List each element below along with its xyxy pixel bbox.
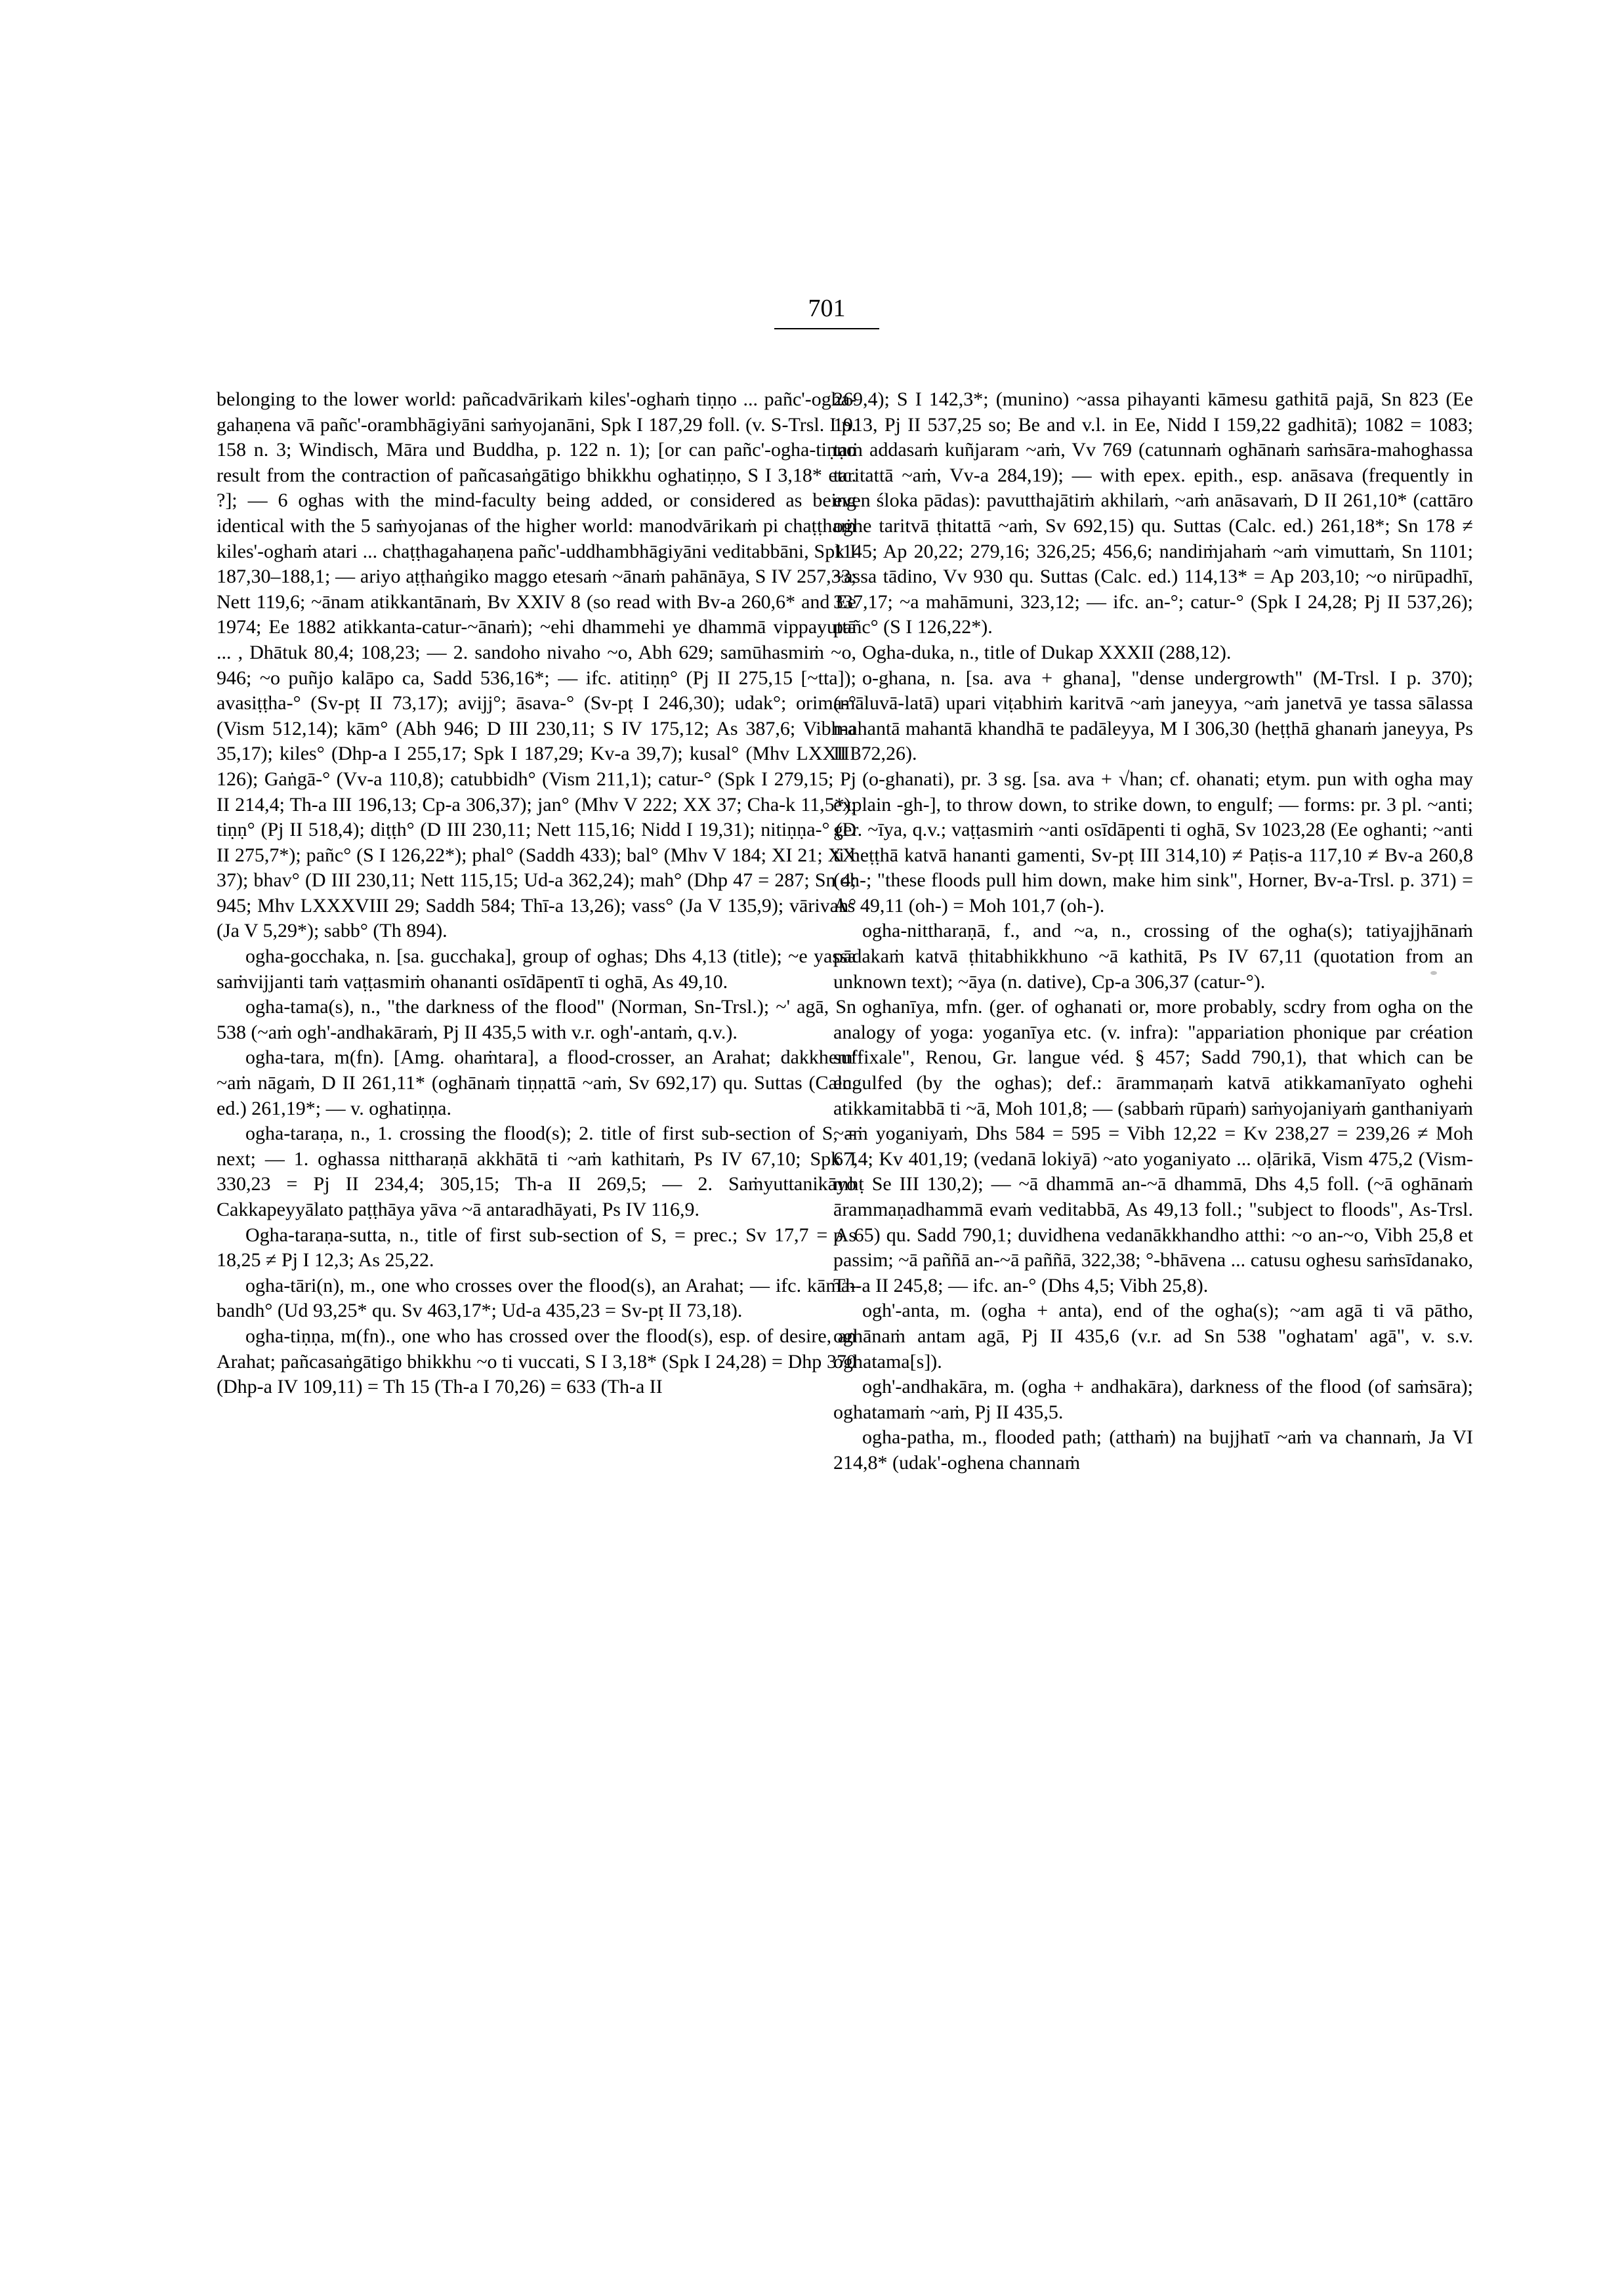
- page-number: 701: [808, 295, 846, 322]
- page-number-rule: [774, 328, 879, 329]
- entry-oghaniya: oghanīya, mfn. (ger. of oghanati or, more probably, scdry from ogha on the analogy of yoga: yoganīya etc. (v. infra): "appariation phonique par création suffixale", Renou, Gr. langue véd. § 457; Sadd 790,1), that which can be engulfed (by the oghas); def.: ārammaṇaṁ katvā atikkamanīyato oghehi atikkamitabbā ti ~ā, Moh 101,8; — (sabbaṁ rūpaṁ) saṁyojaniyaṁ ganthaniyaṁ ~aṁ yoganiyaṁ, Dhs 584 = 595 = Vibh 12,22 = Kv 238,27 = 239,26 ≠ Moh 67,4; Kv 401,19; (vedanā lokiyā) ~ato yoganiyato ... oḷārikā, Vism 475,2 (Vism-mhṭ Se III 130,2); — ~ā dhammā an-~ā dhammā, Dhs 4,5 foll. (~ā oghānaṁ ārammaṇadhammā evaṁ veditabbā, As 49,13 foll.; "subject to floods", As-Trsl. p. 65) qu. Sadd 790,1; duvidhena vedanākkhandho atthi: ~o an-~o, Vibh 25,8 et passim; ~ā paññā an-~ā paññā, 322,38; °-bhāvena ... catusu oghesu saṁsīdanako, Th-a II 245,8; — ifc. an-° (Dhs 4,5; Vibh 25,8).: [833, 996, 1473, 1296]
- entry-o-ghana: o-ghana, n. [sa. ava + ghana], "dense undergrowth" (M-Trsl. I p. 370); (māluvā-latā) upari viṭabhiṁ karitvā ~aṁ janeyya, ~aṁ janetvā ye tassa sālassa mahantā mahantā khandhā te padāleyya, M I 306,30 (heṭṭhā ghanaṁ janeyya, Ps II 372,26).: [833, 667, 1473, 765]
- entry-ogha-tinna: ogha-tiṇṇa, m(fn)., one who has crossed over the flood(s), esp. of desire, an Arahat; pañcasaṅgātigo bhikkhu ~o ti vuccati, S I 3,18* (Spk I 24,28) = Dhp 370 (Dhp-a IV 109,11) = Th 15 (Th-a I 70,26) = 633 (Th-a II: [217, 1325, 856, 1398]
- scan-speck: [1430, 971, 1437, 975]
- entry-ogh-andhakara: ogh'-andhakāra, m. (ogha + andhakāra), darkness of the flood (of saṁsāra); oghatamaṁ ~aṁ, Pj II 435,5.: [833, 1376, 1473, 1423]
- entry-ogha-nittharana: ogha-nittharaṇā, f., and ~a, n., crossing of the ogha(s); tatiyajjhānaṁ pādakaṁ katvā ṭhitabhikkhuno ~ā kathitā, Ps IV 67,11 (quotation from an unknown text); ~āya (n. dative), Cp-a 306,37 (catur-°).: [833, 920, 1473, 993]
- entry-ogha-patha: ogha-patha, m., flooded path; (atthaṁ) na bujjhatī ~aṁ va channaṁ, Ja VI 214,8* (udak'-oghena channaṁ: [833, 1426, 1473, 1474]
- entry-ogha-gocchaka: ogha-gocchaka, n. [sa. gucchaka], group of oghas; Dhs 4,13 (title); ~e yassa saṁvijjanti taṁ vaṭṭasmiṁ ohananti osīdāpentī ti oghā, As 49,10.: [217, 945, 856, 993]
- entry-ogha-duka: Ogha-duka, n., title of Dukap XXXII (288,12).: [862, 641, 1232, 663]
- entry-ogha-tarana: ogha-taraṇa, n., 1. crossing the flood(s); 2. title of first sub-section of S, = next; — 1. oghassa nittharaṇā akkhātā ti ~aṁ kathitaṁ, Ps IV 67,10; Spk I 330,23 = Pj II 234,4; 305,15; Th-a II 269,5; — 2. Saṁyuttanikāyo Cakkapeyyālato paṭṭhāya yāva ~ā antaradhāyati, Ps IV 116,9.: [217, 1123, 856, 1220]
- entry-o-ghanati: (o-ghanati), pr. 3 sg. [sa. ava + √han; cf. ohanati; etym. pun with ogha may explain -gh-], to throw down, to strike down, to engulf; — forms: pr. 3 pl. ~anti; ger. ~īya, q.v.; vaṭṭasmiṁ ~anti osīdāpenti ti oghā, Sv 1023,28 (Ee oghanti; ~anti ti heṭṭhā katvā hananti gamenti, Sv-pṭ III 314,10) ≠ Paṭis-a 117,10 ≠ Bv-a 260,8 (oh-; "these floods pull him down, make him sink", Horner, Bv-a-Trsl. p. 371) = As 49,11 (oh-) = Moh 101,7 (oh-).: [833, 768, 1473, 917]
- entry-ogha-tarana-sutta: Ogha-taraṇa-sutta, n., title of first sub-section of S, = prec.; Sv 17,7 = As 18,25 ≠ Pj I 12,3; As 25,22.: [217, 1224, 856, 1272]
- entry-ogha-tara: ogha-tara, m(fn). [Amg. ohaṁtara], a flood-crosser, an Arahat; dakkhem' ~aṁ nāgaṁ, D II 261,11* (oghānaṁ tiṇṇattā ~aṁ, Sv 692,17) qu. Suttas (Calc. ed.) 261,19*; — v. oghatiṇṇa.: [217, 1046, 856, 1119]
- right-column: [833, 387, 1473, 1476]
- entry-ogh-anta: ogh'-anta, m. (ogha + anta), end of the ogha(s); ~am agā ti vā pāthο, oghānaṁ antam agā, Pj II 435,6 (v.r. ad Sn 538 "oghatam' agā", v. s.v. oghatama[s]).: [833, 1300, 1473, 1373]
- entry-continuation: 269,4); S I 142,3*; (munino) ~assa pihayanti kāmesu gathitā pajā, Sn 823 (Ee 1913, Pj II 537,25 so; Be and v.l. in Ee, Nidd I 159,22 gadhitā); 1082 = 1083; taṁ addasaṁ kuñjaram ~aṁ, Vv 769 (catunnaṁ oghānaṁ saṁsāra-mahoghassa taritattā ~aṁ, Vv-a 284,19); — with epex. epith., esp. anāsava (frequently in even śloka pādas): pavutthajātiṁ akhilaṁ, ~aṁ anāsavaṁ, D II 261,10* (cattāro oghe taritvā ṭhitattā ~aṁ, Sv 692,15) qu. Suttas (Calc. ed.) 261,18*; Sn 178 ≠ 1145; Ap 20,22; 279,16; 326,25; 456,6; nandiṁjahaṁ ~aṁ vimuttaṁ, Sn 1101; ~assa tādino, Vv 930 qu. Suttas (Calc. ed.) 114,13* = Ap 203,10; ~o nirūpadhī, 337,17; ~a mahāmuni, 323,12; — ifc. an-°; catur-° (Spk I 24,28; Pj II 537,26); pañc° (S I 126,22*).: [833, 388, 1473, 638]
- entry-continuation: belonging to the lower world: pañcadvārikaṁ kiles'-oghaṁ tiṇṇo ... pañc'-ogha-gahaṇena vā pañc'-orambhāgiyāni saṁyojanāni, Spk I 187,29 foll. (v. S-Trsl. I p. 158 n. 3; Windisch, Māra und Buddha, p. 122 n. 1); [or can pañc'-ogha-tiṇṇo result from the contraction of pañcasaṅgātigo bhikkhu oghatiṇṇo, S I 3,18* etc. ?]; — 6 oghas with the mind-faculty being added, or considered as being identical with the 5 saṁyojanas of the higher world: manodvārikaṁ pi chaṭṭhaṁ kiles'-oghaṁ atari ... chaṭṭhagahaṇena pañc'-uddhambhāgiyāni veditabbāni, Spk I 187,30–188,1; — ariyo aṭṭhaṅgiko maggo etesaṁ ~ānaṁ pahānāya, S IV 257,33; Nett 119,6; ~ānam atikkantānaṁ, Bv XXIV 8 (so read with Bv-a 260,6* and Ee 1974; Ee 1882 atikkanta-catur-~ānaṁ); ~ehi dhammehi ye dhammā vippayuttā ... , Dhātuk 80,4; 108,23; — 2. sandoho nivaho ~o, Abh 629; samūhasmiṁ ~o, 946; ~o puñjo kalāpo ca, Sadd 536,16*; — ifc. atitiṇṇ° (Pj II 275,15 [~tta]); avasiṭṭha-° (Sv-pṭ II 73,17); avijj°; āsava-° (Sv-pṭ I 246,30); udak°; orima-° (Vism 512,14); kām° (Abh 946; D III 230,11; S IV 175,12; As 387,6; Vibh-a 35,17); kiles° (Dhp-a I 255,17; Spk I 187,29; Kv-a 39,7); kusal° (Mhv LXXIII 126); Gaṅgā-° (Vv-a 110,8); catubbidh° (Vism 211,1); catur-° (Spk I 279,15; Pj II 214,4; Th-a III 196,13; Cp-a 306,37); jan° (Mhv V 222; XX 37; Cha-k 11,5*); tiṇṇ° (Pj II 518,4); diṭṭh° (D III 230,11; Nett 115,16; Nidd I 19,31); nitiṇṇa-° (D II 275,7*); pañc° (S I 126,22*); phal° (Saddh 433); bal° (Mhv V 184; XI 21; XX 37); bhav° (D III 230,11; Nett 115,15; Ud-a 362,24); mah° (Dhp 47 = 287; Sn 4; 945; Mhv LXXXVIII 29; Saddh 584; Thī-a 13,26); vass° (Ja V 135,9); vārivah° (Ja V 5,29*); sabb° (Th 894).: [217, 388, 856, 942]
- left-column: [217, 387, 856, 1400]
- entry-ogha-tarin: ogha-tāri(n), m., one who crosses over the flood(s), an Arahat; — ifc. kāma-bandh° (Ud 93,25* qu. Sv 463,17*; Ud-a 435,23 = Sv-pṭ II 73,18).: [217, 1274, 856, 1322]
- entry-ogha-tamas: ogha-tama(s), n., "the darkness of the flood" (Norman, Sn-Trsl.); ~' agā, Sn 538 (~aṁ ogh'-andhakāraṁ, Pj II 435,5 with v.r. ogh'-antaṁ, q.v.).: [217, 996, 856, 1043]
